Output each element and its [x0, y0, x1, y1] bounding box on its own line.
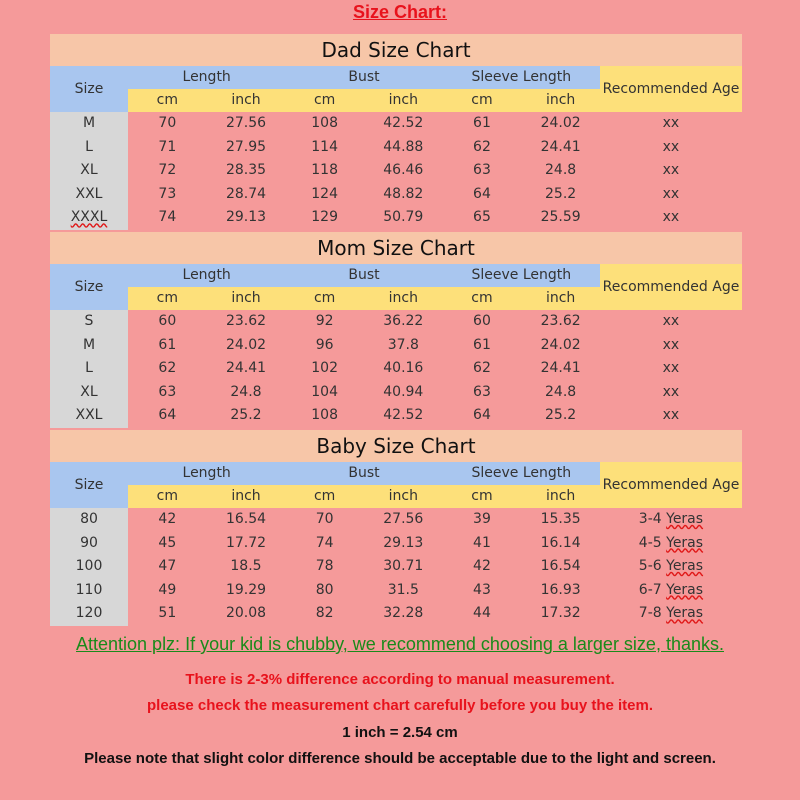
value-cell: 23.62 [540, 313, 581, 329]
value-cell: 60 [473, 313, 491, 329]
unit-inch: inch [388, 488, 418, 504]
size-header: Size [50, 462, 128, 508]
value-cell: 24.8 [545, 162, 577, 179]
value-cell: 108 [311, 407, 338, 424]
value-cell: 24.8 [230, 383, 262, 400]
value-cell: 49 [158, 581, 177, 598]
value-cell: 42.52 [383, 407, 424, 424]
value-cell: 65 [473, 209, 491, 226]
table-body [50, 508, 742, 626]
value-cell: 63 [473, 162, 491, 179]
table-row [50, 602, 742, 626]
size-cell: XXXL [50, 206, 128, 230]
value-cell: 62 [158, 360, 177, 377]
age-cell: 6-7 Yeras [638, 581, 704, 598]
age-cell: 7-8 Yeras [638, 605, 704, 622]
value-cell: 62 [473, 360, 491, 377]
value-cell: 43 [473, 581, 491, 598]
value-cell: 28.74 [225, 185, 267, 202]
unit-cm: cm [313, 92, 336, 108]
table-row [50, 555, 742, 579]
size-cell: L [50, 136, 128, 160]
age-cell: xx [662, 162, 680, 179]
value-cell: 24.02 [540, 115, 581, 131]
unit-inch: inch [545, 92, 576, 108]
size-cell: XL [50, 381, 128, 405]
conversion-note: 1 inch = 2.54 cm [342, 724, 458, 741]
unit-inch: inch [545, 290, 576, 306]
unit-inch: inch [231, 488, 261, 504]
unit-cm: cm [313, 290, 336, 306]
chart-title: Mom Size Chart [50, 232, 742, 264]
value-cell: 118 [311, 162, 338, 179]
size-header: Size [50, 66, 128, 112]
value-cell: 51 [158, 605, 177, 622]
value-cell: 15.35 [540, 511, 581, 527]
bust-header: Bust [348, 267, 380, 283]
value-cell: 74 [315, 534, 334, 551]
value-cell: 27.56 [383, 511, 424, 527]
age-cell: xx [662, 138, 680, 155]
value-cell: 50.79 [383, 209, 424, 226]
value-cell: 124 [311, 185, 338, 202]
value-cell: 28.35 [225, 162, 267, 179]
size-cell: S [50, 310, 128, 334]
value-cell: 92 [315, 313, 334, 329]
age-cell: xx [662, 313, 680, 329]
value-cell: 39 [473, 511, 491, 527]
value-cell: 25.2 [230, 407, 262, 424]
value-cell: 102 [311, 360, 338, 377]
size-cell: 80 [50, 508, 128, 532]
age-cell: 4-5 Yeras [638, 534, 704, 551]
value-cell: 114 [311, 138, 338, 155]
color-note: Please note that slight color difference should be acceptable due to the light and screen. [84, 750, 716, 767]
age-cell: 3-4 Yeras [638, 511, 704, 527]
unit-cm: cm [313, 488, 336, 504]
value-cell: 104 [311, 383, 338, 400]
size-cell: XXL [50, 183, 128, 207]
value-cell: 63 [158, 383, 177, 400]
size-cell: 110 [50, 579, 128, 603]
value-cell: 16.54 [540, 558, 581, 575]
table-header [50, 462, 742, 508]
value-cell: 16.14 [540, 534, 581, 551]
table-row [50, 532, 742, 556]
table-row [50, 310, 742, 334]
size-cell: 90 [50, 532, 128, 556]
value-cell: 47 [158, 558, 177, 575]
age-cell: xx [662, 209, 680, 226]
bust-header: Bust [348, 465, 380, 481]
table-row [50, 508, 742, 532]
age-header: Recommended Age [600, 264, 742, 310]
value-cell: 71 [158, 138, 177, 155]
age-cell: xx [662, 115, 680, 131]
value-cell: 80 [315, 581, 334, 598]
mom-size-chart [50, 232, 742, 428]
value-cell: 78 [315, 558, 334, 575]
value-cell: 17.32 [540, 605, 581, 622]
table-row [50, 404, 742, 428]
value-cell: 20.08 [225, 605, 267, 622]
size-cell: M [50, 112, 128, 136]
value-cell: 42 [473, 558, 491, 575]
value-cell: 36.22 [383, 313, 424, 329]
age-cell: xx [662, 336, 680, 353]
table-header [50, 66, 742, 112]
table-header [50, 264, 742, 310]
value-cell: 40.16 [383, 360, 424, 377]
unit-inch: inch [231, 92, 261, 108]
table-row [50, 183, 742, 207]
value-cell: 29.13 [225, 209, 267, 226]
value-cell: 40.94 [383, 383, 424, 400]
value-cell: 18.5 [230, 558, 262, 575]
size-cell: 120 [50, 602, 128, 626]
value-cell: 129 [311, 209, 338, 226]
value-cell: 42.52 [383, 115, 424, 131]
difference-note: There is 2-3% difference according to manual measurement. [185, 671, 615, 688]
value-cell: 16.54 [225, 511, 267, 527]
value-cell: 108 [311, 115, 338, 131]
value-cell: 70 [158, 115, 177, 131]
baby-size-chart [50, 430, 742, 626]
value-cell: 62 [473, 138, 491, 155]
value-cell: 44.88 [383, 138, 424, 155]
page-title: Size Chart: [352, 2, 448, 22]
age-cell: xx [662, 185, 680, 202]
length-header: Length [182, 267, 231, 283]
value-cell: 29.13 [383, 534, 424, 551]
age-cell: 5-6 Yeras [638, 558, 704, 575]
value-cell: 63 [473, 383, 491, 400]
value-cell: 25.2 [545, 407, 577, 424]
value-cell: 96 [315, 336, 334, 353]
table-row [50, 206, 742, 230]
sleeve-header: Sleeve Length [471, 69, 572, 85]
unit-cm: cm [471, 488, 493, 504]
value-cell: 24.8 [545, 383, 577, 400]
value-cell: 25.59 [540, 209, 581, 226]
value-cell: 82 [315, 605, 334, 622]
unit-inch: inch [545, 488, 576, 504]
value-cell: 24.02 [225, 336, 267, 353]
age-cell: xx [662, 383, 680, 400]
value-cell: 64 [473, 407, 491, 424]
value-cell: 70 [315, 511, 334, 527]
attention-note: Attention plz: If your kid is chubby, we recommend choosing a larger size, thanks. [76, 634, 724, 654]
value-cell: 32.28 [383, 605, 424, 622]
unit-inch: inch [388, 92, 418, 108]
value-cell: 27.56 [225, 115, 267, 131]
value-cell: 64 [158, 407, 177, 424]
value-cell: 41 [473, 534, 491, 551]
value-cell: 24.41 [540, 138, 581, 155]
value-cell: 61 [158, 336, 177, 353]
value-cell: 24.41 [225, 360, 267, 377]
value-cell: 46.46 [383, 162, 424, 179]
value-cell: 72 [158, 162, 177, 179]
value-cell: 24.02 [540, 336, 581, 353]
unit-cm: cm [156, 92, 178, 108]
sleeve-header: Sleeve Length [471, 465, 572, 481]
sleeve-header: Sleeve Length [471, 267, 572, 283]
size-cell: XXL [50, 404, 128, 428]
value-cell: 19.29 [225, 581, 267, 598]
age-header: Recommended Age [600, 66, 742, 112]
table-row [50, 112, 742, 136]
unit-inch: inch [231, 290, 261, 306]
age-header: Recommended Age [600, 462, 742, 508]
table-row [50, 579, 742, 603]
age-cell: xx [662, 407, 680, 424]
size-header: Size [50, 264, 128, 310]
value-cell: 30.71 [383, 558, 424, 575]
value-cell: 17.72 [225, 534, 267, 551]
value-cell: 61 [473, 336, 491, 353]
check-note: please check the measurement chart carefully before you buy the item. [146, 697, 653, 714]
value-cell: 25.2 [545, 185, 577, 202]
size-cell: L [50, 357, 128, 381]
chart-title: Baby Size Chart [50, 430, 742, 462]
table-row [50, 136, 742, 160]
bust-header: Bust [348, 69, 380, 85]
value-cell: 48.82 [383, 185, 424, 202]
unit-cm: cm [471, 92, 493, 108]
age-cell: xx [662, 360, 680, 377]
value-cell: 44 [473, 605, 491, 622]
value-cell: 73 [158, 185, 177, 202]
unit-cm: cm [156, 290, 178, 306]
table-body [50, 310, 742, 428]
value-cell: 60 [158, 313, 177, 329]
value-cell: 31.5 [387, 581, 419, 598]
unit-cm: cm [156, 488, 178, 504]
value-cell: 64 [473, 185, 491, 202]
unit-cm: cm [471, 290, 493, 306]
value-cell: 61 [473, 115, 491, 131]
table-row [50, 159, 742, 183]
value-cell: 74 [158, 209, 177, 226]
unit-inch: inch [388, 290, 418, 306]
dad-size-chart [50, 34, 742, 230]
size-cell: M [50, 334, 128, 358]
table-row [50, 357, 742, 381]
value-cell: 16.93 [540, 581, 581, 598]
value-cell: 27.95 [225, 138, 267, 155]
length-header: Length [182, 465, 231, 481]
value-cell: 42 [158, 511, 177, 527]
size-cell: 100 [50, 555, 128, 579]
length-header: Length [182, 69, 231, 85]
table-row [50, 334, 742, 358]
value-cell: 45 [158, 534, 177, 551]
size-cell: XL [50, 159, 128, 183]
table-row [50, 381, 742, 405]
value-cell: 37.8 [387, 336, 419, 353]
value-cell: 23.62 [225, 313, 267, 329]
chart-title: Dad Size Chart [50, 34, 742, 66]
table-body [50, 112, 742, 230]
value-cell: 24.41 [540, 360, 581, 377]
